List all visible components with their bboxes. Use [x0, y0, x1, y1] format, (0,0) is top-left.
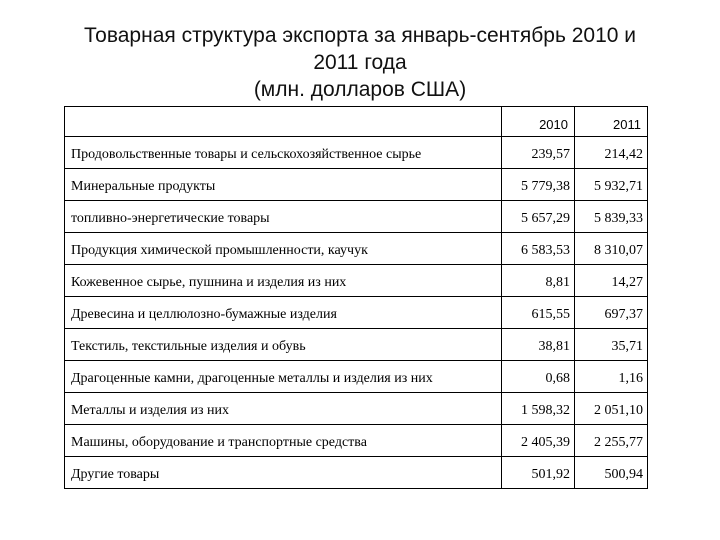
row-value-2010: 6 583,53: [502, 233, 575, 265]
row-value-2010: 8,81: [502, 265, 575, 297]
row-value-2010: 5 657,29: [502, 201, 575, 233]
row-value-2010: 615,55: [502, 297, 575, 329]
row-value-2011: 1,16: [575, 361, 648, 393]
title-line-2: 2011 года: [313, 51, 407, 74]
row-value-2011: 14,27: [575, 265, 648, 297]
row-value-2011: 214,42: [575, 137, 648, 169]
row-value-2011: 35,71: [575, 329, 648, 361]
page-title: [0, 22, 720, 103]
row-name: Металлы и изделия из них: [65, 393, 502, 425]
row-name: Минеральные продукты: [65, 169, 502, 201]
row-name: Машины, оборудование и транспортные средства: [65, 425, 502, 457]
row-name: Другие товары: [65, 457, 502, 489]
row-value-2011: 5 839,33: [575, 201, 648, 233]
row-value-2011: 8 310,07: [575, 233, 648, 265]
title-line-3: (млн. долларов США): [253, 78, 467, 101]
row-value-2011: 2 051,10: [575, 393, 648, 425]
row-name: Драгоценные камни, драгоценные металлы и изделия из них: [65, 361, 502, 393]
row-value-2011: 500,94: [575, 457, 648, 489]
table-row: [65, 297, 648, 329]
row-value-2011: 2 255,77: [575, 425, 648, 457]
header-2011: 2011: [575, 107, 648, 137]
title-line-1: Товарная структура экспорта за январь-сентябрь 2010 и: [83, 24, 637, 47]
row-value-2010: 1 598,32: [502, 393, 575, 425]
table-row: [65, 329, 648, 361]
table-row: [65, 457, 648, 489]
header-category: [65, 107, 502, 137]
row-value-2011: 5 932,71: [575, 169, 648, 201]
row-name: Продукция химической промышленности, каучук: [65, 233, 502, 265]
row-value-2010: 5 779,38: [502, 169, 575, 201]
table-row: [65, 393, 648, 425]
table-row: [65, 201, 648, 233]
row-value-2010: 2 405,39: [502, 425, 575, 457]
row-name: Древесина и целлюлозно-бумажные изделия: [65, 297, 502, 329]
row-value-2010: 501,92: [502, 457, 575, 489]
row-name: Кожевенное сырье, пушнина и изделия из них: [65, 265, 502, 297]
row-value-2010: 38,81: [502, 329, 575, 361]
row-name: Продовольственные товары и сельскохозяйственное сырье: [65, 137, 502, 169]
table-row: [65, 425, 648, 457]
row-value-2010: 239,57: [502, 137, 575, 169]
table-row: [65, 137, 648, 169]
header-2010: 2010: [502, 107, 575, 137]
export-structure-table: [64, 106, 648, 489]
row-name: топливно-энергетические товары: [65, 201, 502, 233]
row-name: Текстиль, текстильные изделия и обувь: [65, 329, 502, 361]
table-row: [65, 169, 648, 201]
table-row: [65, 233, 648, 265]
table-row: [65, 265, 648, 297]
table-row: [65, 361, 648, 393]
row-value-2011: 697,37: [575, 297, 648, 329]
table-header-row: [65, 107, 648, 137]
row-value-2010: 0,68: [502, 361, 575, 393]
